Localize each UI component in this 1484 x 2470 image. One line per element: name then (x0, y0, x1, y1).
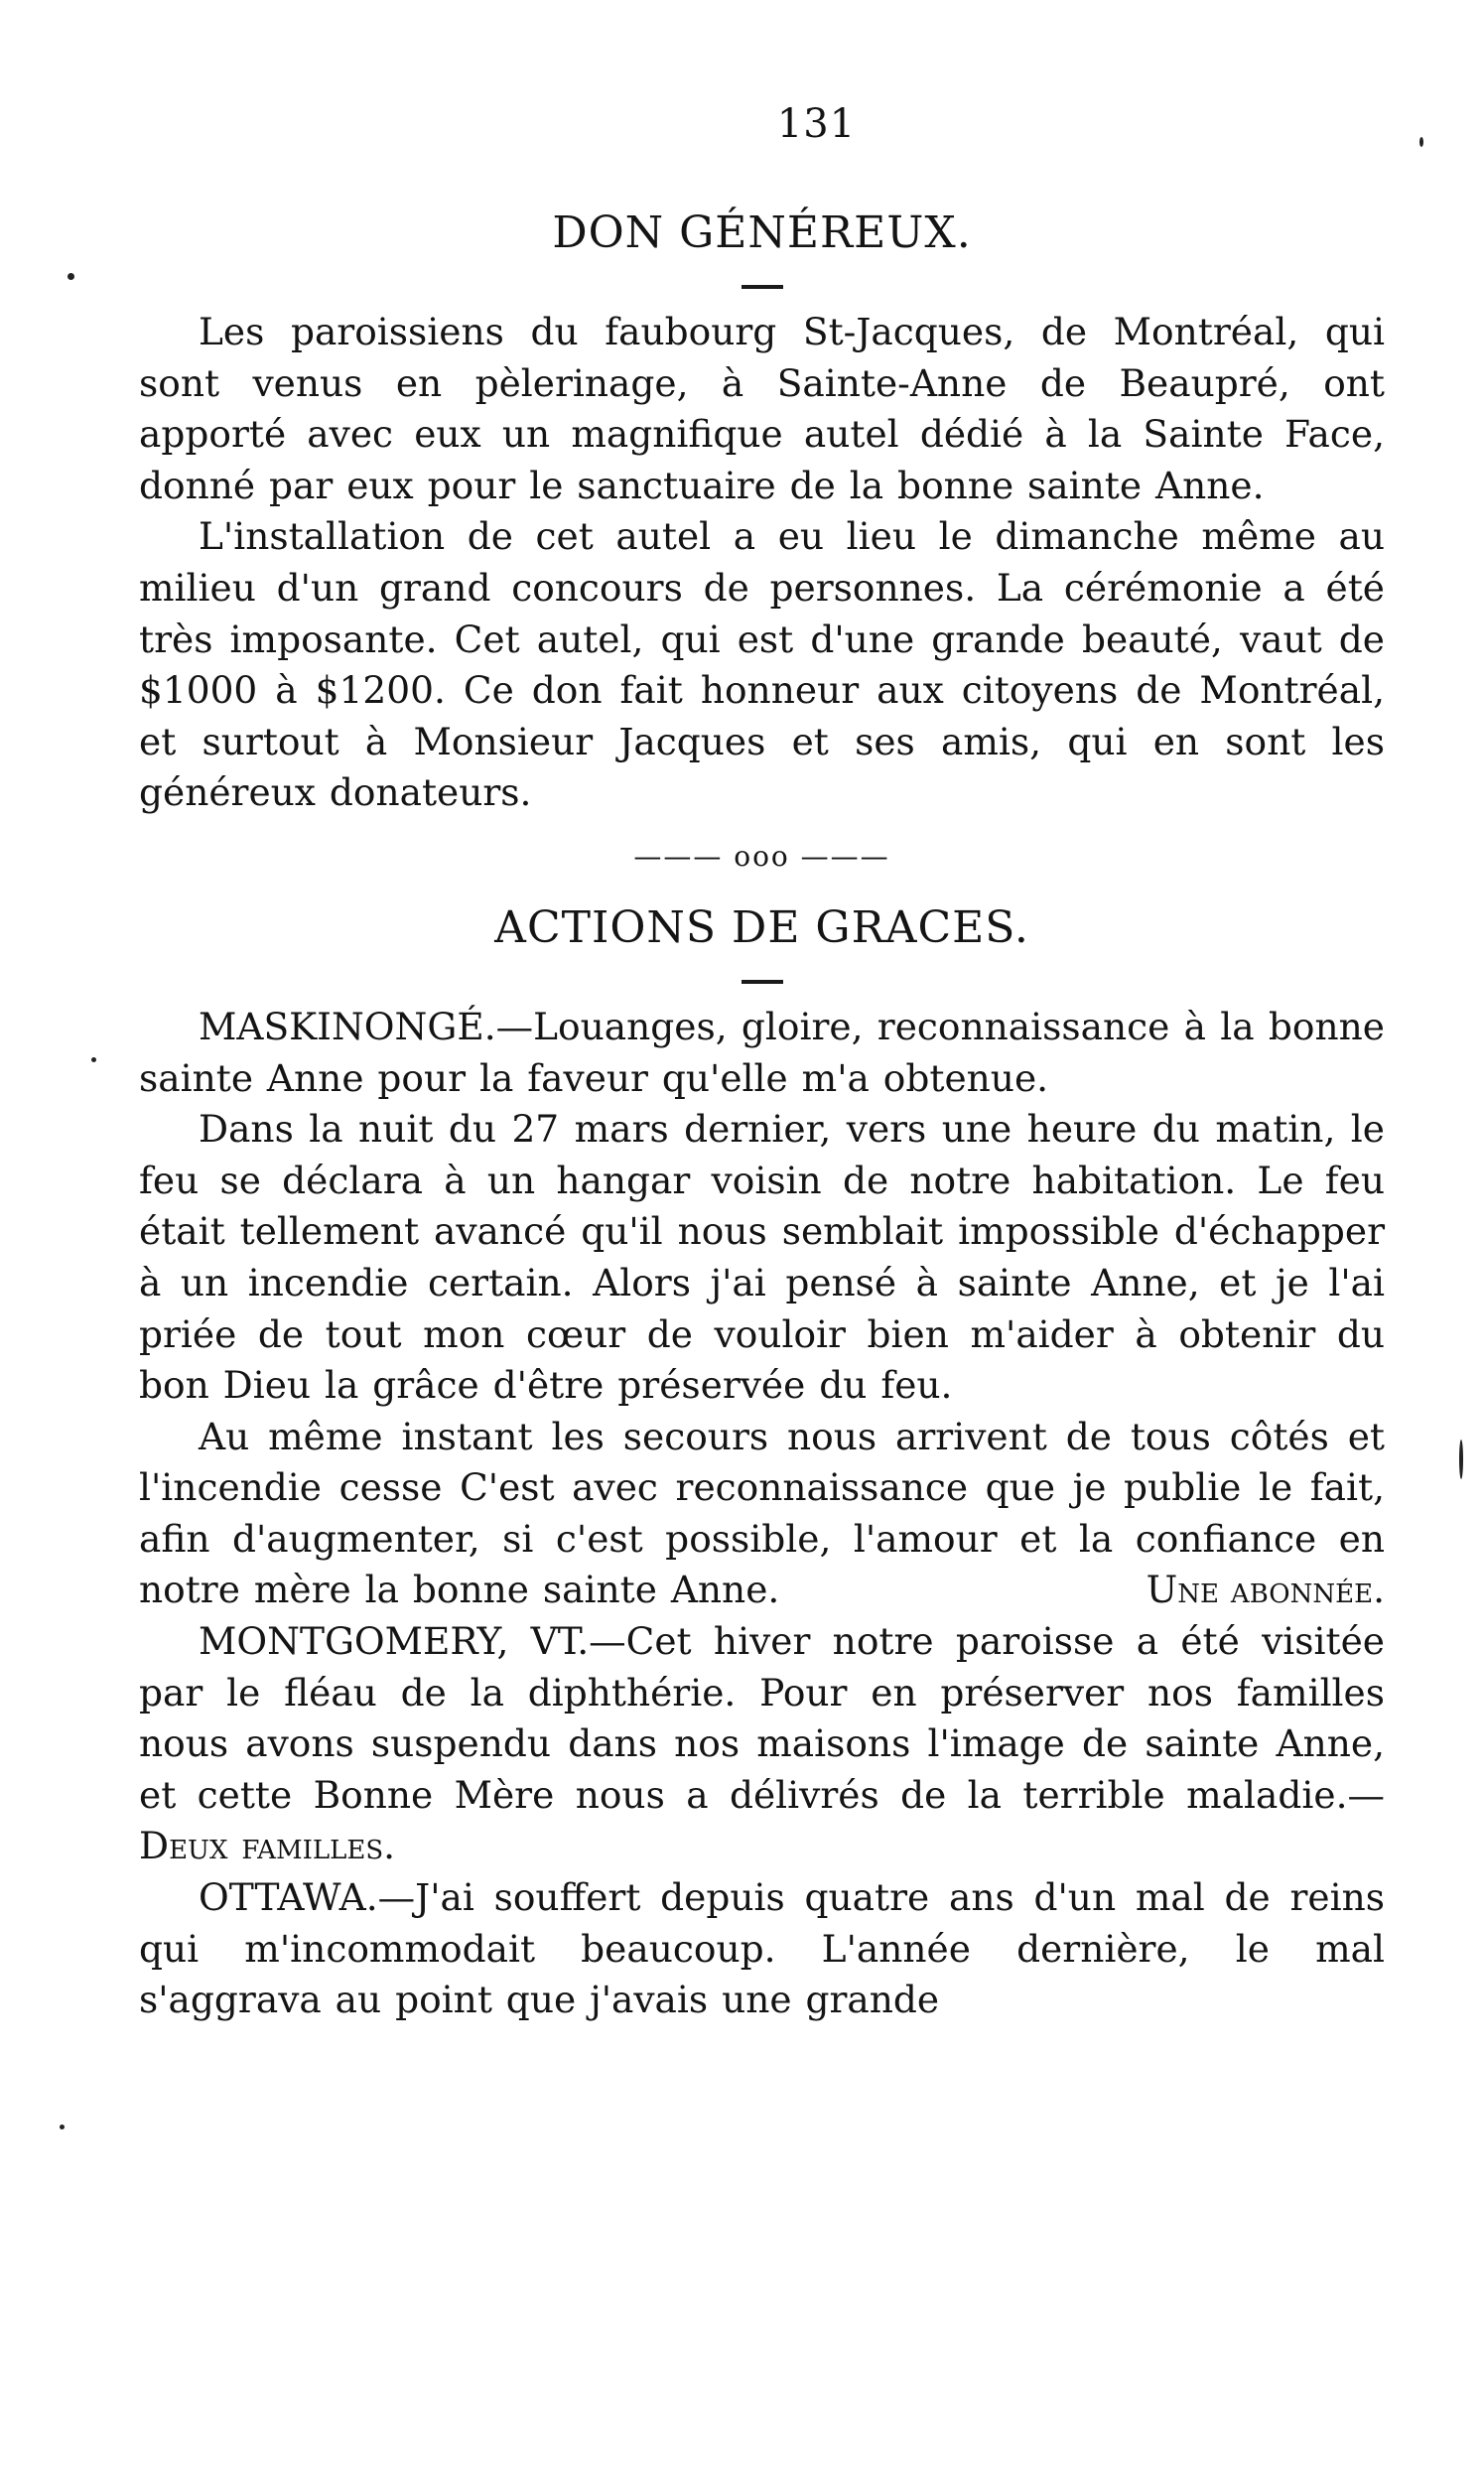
entry-maskinonge (139, 1002, 1385, 1104)
entry-ottawa (139, 1872, 1385, 2026)
paragraph: Dans la nuit du 27 mars dernier, vers une heure du matin, le feu se déclara à un hangar voisin de notre habitation. Le feu était tellement avancé qu'il nous semblait impossible d'échapper à un incendie certain. Alors j'ai pensé à sainte Anne, et je l'ai priée de tout mon cœur de vouloir bien m'aider à obtenir du bon Dieu la grâce d'être préservée du feu. (139, 1107, 1385, 1408)
page-number: 131 (776, 101, 857, 147)
entry-montgomery (139, 1616, 1385, 1872)
entry-lead: —Cet hiver notre paroisse a été visitée par le fléau de la diphthérie. Pour en préserver nos familles nous avons suspendu dans nos maisons l'image de sainte Anne, et cette Bonne Mère nous a délivrés de la terrible maladie.— (139, 1619, 1385, 1817)
scan-speck (91, 1057, 96, 1062)
paragraph: L'installation de cet autel a eu lieu le dimanche même au milieu d'un grand concours de personnes. La cérémonie a été très imposante. Cet autel, qui est d'une grande beauté, vaut de $1000 à $1200. Ce don fait honneur aux citoyens de Montréal, et surtout à Monsieur Jacques et ses amis, qui en sont les généreux donateurs. (139, 514, 1385, 815)
entry-lead: —Louanges, gloire, reconnaissance à la bonne sainte Anne pour la faveur qu'elle m'a obtenue. (139, 1004, 1385, 1100)
entry-place: MONTGOMERY, VT. (199, 1619, 590, 1664)
scan-speck (1459, 1440, 1463, 1479)
section-title-don-genereux: DON GÉNÉREUX. (552, 207, 972, 258)
scan-speck (67, 273, 74, 280)
paragraph: Les paroissiens du faubourg St-Jacques, de Montréal, qui sont venus en pèlerinage, à Sainte-Anne de Beaupré, ont apporté avec eux un magnifique autel dédié à la Sainte Face, donné par eux pour le sanctuaire de la bonne sainte Anne. (139, 310, 1385, 507)
title-rule (742, 980, 783, 984)
signature: Deux familles. (139, 1824, 396, 1868)
entry-lead: —J'ai souffert depuis quatre ans d'un mal de reins qui m'incommodait beaucoup. L'année dernière, le mal s'aggrava au point que j'avais une grande (139, 1875, 1385, 2022)
title-rule (742, 285, 783, 289)
section-ornament: ——— ooo ——— (633, 839, 890, 873)
page (139, 99, 1385, 2026)
scan-speck (60, 2125, 65, 2129)
entry-place: OTTAWA. (199, 1875, 378, 1920)
paragraph: Au même instant les secours nous arrivent de tous côtés et l'incendie cesse C'est avec reconnaissance que je publie le fait, afin d'augmenter, si c'est possible, l'amour et la confiance en notre mère la bonne sainte Anne. (139, 1414, 1385, 1612)
scan-speck (1419, 137, 1423, 147)
signature: Une abonnée. (1146, 1568, 1385, 1612)
section-title-actions-de-graces: ACTIONS DE GRACES. (494, 901, 1029, 953)
entry-place: MASKINONGÉ. (199, 1004, 496, 1048)
